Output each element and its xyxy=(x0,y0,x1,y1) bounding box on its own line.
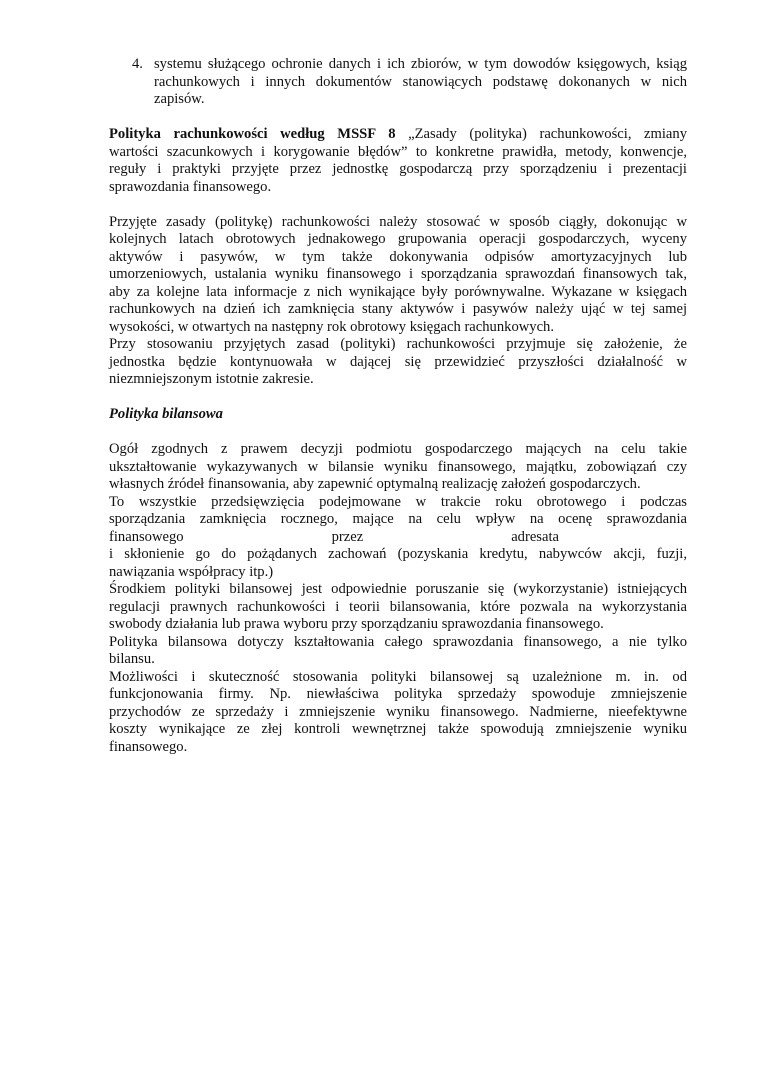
paragraph-line: i skłonienie go do pożądanych zachowań (pozyskania kredytu, nabywców akcji, fuzji, xyxy=(109,546,687,562)
paragraph-line: własnych źródeł finansowania, aby zapewnić optymalną realizację założeń gospodarczych. xyxy=(109,476,641,492)
paragraph-line: wysokości, w otwartych na następny rok obrotowy księgach rachunkowych. xyxy=(109,318,555,335)
paragraph-line: wartości szacunkowych i korygowanie błędów” to konkretne prawidła, metody, konwencje, xyxy=(109,143,687,160)
section-heading: Polityka bilansowa xyxy=(109,406,223,422)
paragraph-line: nawiązania współpracy itp.) xyxy=(109,563,274,580)
list-number: 4. xyxy=(132,56,143,72)
list-item-4 xyxy=(109,56,687,109)
paragraph-going-concern xyxy=(109,336,687,389)
paragraph-line: koszty wynikające ze złej kontroli wewnętrznej także spowodują zmniejszenie wyniku xyxy=(109,721,687,737)
paragraph-means xyxy=(109,581,687,634)
paragraph-line: finansowego. xyxy=(109,738,188,755)
paragraph-line: reguły i praktyki przyjęte przez jednostkę gospodarczą przy sporządzeniu i prezentacji xyxy=(109,161,687,177)
document-body xyxy=(109,56,687,756)
paragraph-line: Polityka bilansowa dotyczy kształtowania całego sprawozdania finansowego, a nie tylko xyxy=(109,633,687,650)
paragraph-line: jednostka będzie kontynuowała w dającej się przewidzieć przyszłości działalność w xyxy=(109,353,687,370)
paragraph-line: Ogół zgodnych z prawem decyzji podmiotu gospodarczego mających na celu takie xyxy=(109,441,687,457)
paragraph-line: Przyjęte zasady (politykę) rachunkowości należy stosować w sposób ciągły, dokonując w xyxy=(109,213,687,230)
paragraph-line: To wszystkie przedsięwzięcia podejmowane w trakcie roku obrotowego i podczas xyxy=(109,493,687,510)
paragraph-line: swobody działania lub prawa wyboru przy sporządzaniu sprawozdania finansowego. xyxy=(109,616,604,632)
paragraph-line: rachunkowych na dzień ich zamknięcia stany aktywów i pasywów należy ująć w tej samej xyxy=(109,301,687,317)
paragraph-line: finansowego przez adresata xyxy=(109,528,559,545)
paragraph-line: kolejnych latach obrotowych jednakowego grupowania operacji gospodarczych, wyceny xyxy=(109,231,687,247)
paragraph-consistency xyxy=(109,214,687,337)
paragraph-scope xyxy=(109,634,687,669)
paragraph-line: Możliwości i skuteczność stosowania polityki bilansowej są uzależnione m. in. od xyxy=(109,668,687,685)
paragraph-line: ukształtowanie wykazywanych w bilansie wyniku finansowego, majątku, zobowiązań czy xyxy=(109,458,687,475)
paragraph-line: niezmniejszonym istotnie zakresie. xyxy=(109,371,314,387)
paragraph-line: sprawozdania finansowego. xyxy=(109,178,272,195)
paragraph-line: sporządzania zamknięcia rocznego, mające na celu wpływ na ocenę sprawozdania xyxy=(109,511,687,527)
paragraph-effectiveness xyxy=(109,669,687,757)
list-line: rachunkowych i innych dokumentów stanowiących podstawę dokonanych w nich xyxy=(154,73,687,90)
paragraph-line: aby za kolejne lata informacje z nich wynikające były porównywalne. Wykazane w księgach xyxy=(109,283,687,300)
paragraph-line: umorzeniowych, ustalania wyniku finansowego i sporządzania sprawozdań finansowych tak, xyxy=(109,266,687,282)
paragraph-line: Polityka rachunkowości według MSSF 8 „Zasady (polityka) rachunkowości, zmiany xyxy=(109,126,688,142)
paragraph-policy-definition xyxy=(109,126,687,196)
list-line: zapisów. xyxy=(154,91,205,107)
bold-term: Polityka rachunkowości według MSSF 8 xyxy=(109,126,396,142)
paragraph-line: przychodów ze sprzedaży i zmniejszenie wyniku finansowego. Nadmierne, nieefektywne xyxy=(109,703,687,720)
list-line: systemu służącego ochronie danych i ich zbiorów, w tym dowodów księgowych, ksiąg xyxy=(154,56,687,72)
paragraph-balance-policy-definition xyxy=(109,441,687,494)
paragraph-line: Środkiem polityki bilansowej jest odpowiednie poruszanie się (wykorzystanie) istniejących xyxy=(109,581,687,597)
paragraph-line: bilansu. xyxy=(109,651,155,667)
paragraph-line: Przy stosowaniu przyjętych zasad (polityki) rachunkowości przyjmuje się założenie, że xyxy=(109,336,687,352)
paragraph-line: funkcjonowania firmy. Np. niewłaściwa polityka sprzedaży spowoduje zmniejszenie xyxy=(109,686,687,702)
paragraph-line: aktywów i pasywów, w tym także dokonywania odpisów amortyzacyjnych lub xyxy=(109,248,687,265)
paragraph-undertakings xyxy=(109,494,687,582)
paragraph-line: regulacji prawnych rachunkowości i teorii bilansowania, które pozwala na wykorzystania xyxy=(109,598,687,615)
